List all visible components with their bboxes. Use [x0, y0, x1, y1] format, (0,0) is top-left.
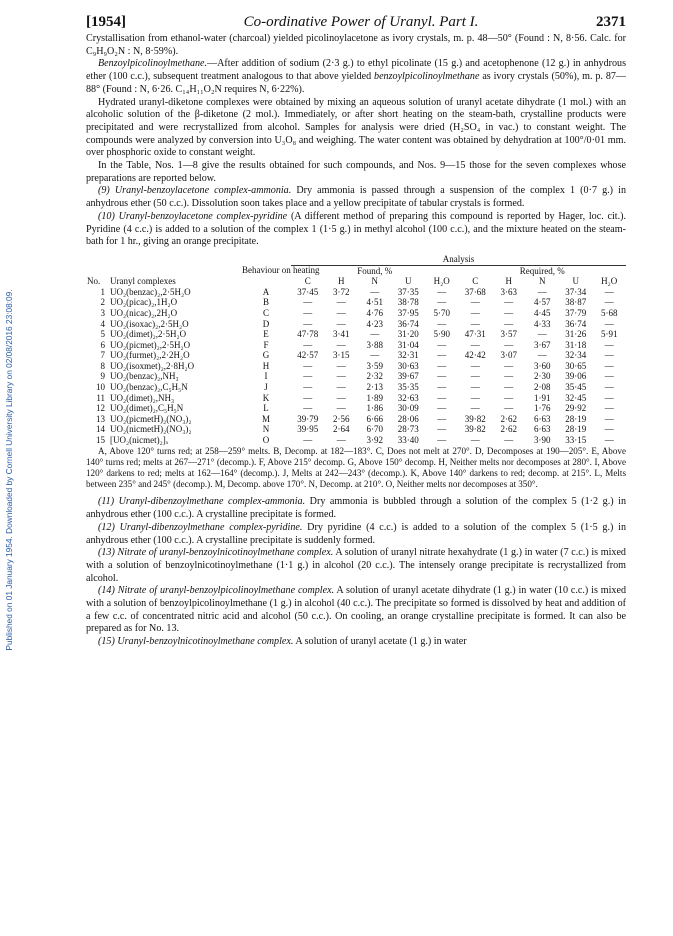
paragraph-heading: (14) Nitrate of uranyl-benzoylpicolinoylmethane complex.: [98, 585, 335, 597]
found-value: 3·41: [333, 329, 350, 340]
table-body: [86, 287, 626, 446]
found-value: —: [336, 297, 346, 308]
found-value: —: [336, 435, 346, 446]
table-row: [86, 371, 626, 382]
found-value: 47·78: [297, 329, 319, 340]
found-value: 42·57: [297, 350, 319, 361]
found-value: 6·70: [366, 424, 383, 435]
complex-formula: UO₂(picmetH)₂(NO₃)₂: [110, 413, 192, 424]
required-value: —: [504, 339, 514, 350]
found-value: —: [437, 286, 447, 297]
found-value: —: [303, 297, 313, 308]
found-value: —: [437, 339, 447, 350]
required-value: —: [537, 329, 547, 340]
required-value: 39·06: [565, 371, 587, 382]
found-value: 30·63: [397, 360, 419, 371]
found-value: 3·92: [366, 435, 383, 446]
behaviour-code: K: [262, 392, 270, 403]
required-value: 28·19: [565, 413, 587, 424]
found-value: —: [336, 339, 346, 350]
row-number: 15: [96, 435, 105, 446]
found-value: 1·86: [366, 403, 383, 414]
paragraph-text: Dry ammonia is bubbled through a solution of the complex 5 (1·2 g.) in anhydrous ether (100 c.c.). A crystalline precipitate is formed.: [86, 496, 626, 521]
required-value: 4·45: [534, 307, 551, 318]
table-row: [86, 393, 626, 404]
side-note-text: Published on 01 January 1954. Downloaded by Cornell University Library on 02/08/2016 23:08:09.: [4, 289, 14, 651]
found-col-header: U: [405, 276, 412, 287]
found-value: —: [303, 392, 313, 403]
required-value: 36·74: [565, 318, 587, 329]
paragraph-heading: Benzoylpicolinoylmethane.: [98, 58, 208, 70]
required-value: —: [604, 382, 614, 393]
found-value: —: [303, 403, 313, 414]
required-value: —: [470, 435, 480, 446]
required-value: 1·91: [534, 392, 551, 403]
required-value: 5·91: [601, 329, 618, 340]
found-value: —: [336, 360, 346, 371]
required-value: —: [470, 307, 480, 318]
required-value: —: [537, 286, 547, 297]
complex-formula: [UO₂(nicmet)₂]ₓ: [110, 435, 169, 446]
row-number: 7: [100, 350, 105, 361]
required-value: 2·62: [500, 424, 517, 435]
required-value: 39·82: [464, 413, 486, 424]
required-value: 38·87: [565, 297, 587, 308]
row-number: 1: [100, 286, 105, 297]
required-value: 6·63: [534, 424, 551, 435]
found-value: —: [303, 360, 313, 371]
found-value: 28·06: [397, 413, 419, 424]
required-value: 37·68: [464, 286, 486, 297]
behaviour-code: D: [262, 318, 270, 329]
found-value: —: [336, 307, 346, 318]
compound-name: benzoylpicolinoylmethane: [374, 71, 480, 83]
required-value: 30·65: [565, 360, 587, 371]
required-value: 3·07: [500, 350, 517, 361]
found-value: 31·20: [397, 329, 419, 340]
found-value: 39·67: [397, 371, 419, 382]
found-value: —: [437, 392, 447, 403]
running-header: [86, 14, 626, 31]
found-header: Found, %: [291, 265, 459, 276]
paragraph-text: A solution of uranyl acetate dihydrate (1 g.) in water (10 c.c.) is mixed with a solution of benzoylpicolinoylmethane (1 g.) in alcohol (40 c.c.). The precipitate so formed is dissolved by heat and addition of a few c.c. of concentrated nitric acid and alcohol (50 c.c.). On cooling, an orange crystalline precipitate is formed. It can also be prepared as for No. 13.: [86, 585, 626, 635]
required-value: —: [604, 360, 614, 371]
found-col-header: H₂O: [433, 276, 450, 287]
analysis-table: [86, 254, 626, 491]
found-value: 2·32: [366, 371, 383, 382]
found-value: —: [303, 339, 313, 350]
required-value: —: [504, 403, 514, 414]
complex-formula: UO₂(isoxac)₂,2·5H₂O: [110, 318, 189, 329]
found-value: —: [437, 424, 447, 435]
behaviour-code: A: [262, 286, 270, 297]
required-value: 32·34: [565, 350, 587, 361]
table-row: [86, 308, 626, 319]
behaviour-header: Behaviour on heating: [242, 265, 320, 276]
required-value: 31·26: [565, 329, 587, 340]
required-value: 39·82: [464, 424, 486, 435]
required-value: 47·31: [464, 329, 486, 340]
found-value: —: [303, 435, 313, 446]
found-value: —: [303, 382, 313, 393]
paragraph-prep-11: [86, 496, 626, 521]
table-row: [86, 361, 626, 372]
found-value: —: [370, 329, 380, 340]
found-value: 39·79: [297, 413, 319, 424]
required-value: —: [504, 392, 514, 403]
table-notes: [86, 446, 626, 491]
paragraph-text: (A different method of preparing this compound is reported by Hager, loc. cit.). Pyridine (4 c.c.) is added to a solution of the complex 1 (1·5 g.) in methyl alcohol (100 c.c.), and the mixture heated on the steam-bath for 1 hr., giving an orange precipitate.: [86, 210, 626, 248]
found-value: 33·40: [397, 435, 419, 446]
no-header: No.: [87, 276, 101, 287]
required-value: 6·63: [534, 413, 551, 424]
analysis-header: Analysis: [442, 253, 475, 264]
found-value: 2·56: [333, 413, 350, 424]
found-value: 2·13: [366, 382, 383, 393]
found-col-header: C: [304, 276, 311, 287]
required-value: 37·79: [565, 307, 587, 318]
found-value: —: [437, 435, 447, 446]
required-value: 29·92: [565, 403, 587, 414]
found-value: 38·78: [397, 297, 419, 308]
required-value: 2·08: [534, 382, 551, 393]
required-value: 32·45: [565, 392, 587, 403]
complex-formula: UO₂(dimet)₂,NH₃: [110, 392, 175, 403]
table-row: [86, 297, 626, 308]
table-row: [86, 329, 626, 340]
required-value: —: [504, 297, 514, 308]
found-value: —: [370, 286, 380, 297]
complex-formula: UO₂(nicmetH)₂(NO₃)₂: [110, 424, 192, 435]
found-value: —: [336, 318, 346, 329]
behaviour-code: M: [261, 413, 270, 424]
required-col-header: C: [472, 276, 479, 287]
table-row: [86, 424, 626, 435]
found-value: —: [437, 318, 447, 329]
behaviour-code: L: [263, 403, 269, 414]
paragraph-text: A solution of uranyl acetate (1 g.) in water: [293, 636, 467, 648]
paragraph-heading: (11) Uranyl-dibenzoylmethane complex-ammonia.: [98, 496, 306, 508]
required-value: —: [604, 435, 614, 446]
found-value: 32·31: [397, 350, 419, 361]
behaviour-code: G: [262, 350, 270, 361]
header-title: Co-ordinative Power of Uranyl. Part I.: [243, 14, 479, 30]
found-value: —: [437, 297, 447, 308]
complex-formula: UO₂(benzac)₂,NH₃: [110, 371, 179, 382]
required-col-header: H: [505, 276, 512, 287]
required-value: 1·76: [534, 403, 551, 414]
paragraph-heading: (15) Uranyl-benzoylnicotinoylmethane complex.: [98, 636, 294, 648]
required-value: 5·68: [601, 307, 618, 318]
required-value: —: [604, 318, 614, 329]
found-value: 5·90: [433, 329, 450, 340]
complex-formula: UO₂(benzac)₂,2·5H₂O: [110, 286, 191, 297]
found-col-header: N: [371, 276, 378, 287]
complex-formula: UO₂(nicac)₂,2H₂O: [110, 307, 178, 318]
row-number: 9: [100, 371, 105, 382]
required-value: —: [470, 297, 480, 308]
required-value: —: [604, 392, 614, 403]
behaviour-code: J: [264, 382, 268, 393]
required-value: —: [470, 382, 480, 393]
paragraph-heading: (12) Uranyl-dibenzoylmethane complex-pyridine.: [98, 521, 303, 533]
header-page-number: 2371: [596, 14, 626, 30]
required-value: —: [470, 403, 480, 414]
behaviour-code: O: [262, 435, 270, 446]
table-row: [86, 414, 626, 425]
paragraph-text: —After addition of sodium (2·3 g.) to ethyl picolinate (15 g.) and acetophenone (12 g.) in anhydrous ether (100 c.c.), subsequent treatment analogous to that above yielded: [86, 58, 626, 83]
required-col-header: U: [572, 276, 579, 287]
found-value: —: [336, 371, 346, 382]
paragraph-table-intro: In the Table, Nos. 1—8 give the results obtained for such compounds, and Nos. 9—15 those for the seven complexes whose preparations are reported below.: [86, 160, 626, 184]
required-value: —: [470, 371, 480, 382]
found-value: 3·59: [366, 360, 383, 371]
paragraph-text: Dry pyridine (4 c.c.) is added to a solution of the complex 5 (1·5 g.) in anhydrous ether (100 c.c.). A crystalline precipitate is suddenly formed.: [86, 521, 626, 546]
found-value: 37·95: [397, 307, 419, 318]
required-value: —: [604, 339, 614, 350]
complex-formula: UO₂(picac)₂,1H₂O: [110, 297, 178, 308]
found-value: 28·73: [397, 424, 419, 435]
found-value: 31·04: [397, 339, 419, 350]
found-value: 4·23: [366, 318, 383, 329]
table-row: [86, 382, 626, 393]
paragraph-picolinoylacetone: Crystallisation from ethanol-water (charcoal) yielded picolinoylacetone as ivory crystals, m. p. 48—50° (Found : N, 8·56. Calc. for C₉H₉O₂N : N, 8·59%).: [86, 33, 626, 57]
found-value: 30·09: [397, 403, 419, 414]
found-value: —: [336, 392, 346, 403]
found-value: 35·35: [397, 382, 419, 393]
table-row: [86, 319, 626, 330]
required-value: 4·57: [534, 297, 551, 308]
table-row: [86, 350, 626, 361]
required-value: —: [537, 350, 547, 361]
required-value: 3·57: [500, 329, 517, 340]
required-value: —: [604, 403, 614, 414]
found-value: —: [336, 382, 346, 393]
required-value: —: [604, 371, 614, 382]
found-value: 37·45: [297, 286, 319, 297]
found-value: —: [336, 403, 346, 414]
complex-formula: UO₂(furmet)₂,2·2H₂O: [110, 350, 190, 361]
behaviour-code: C: [262, 307, 269, 318]
required-value: —: [504, 307, 514, 318]
required-value: —: [504, 435, 514, 446]
required-value: —: [604, 286, 614, 297]
required-value: 3·63: [500, 286, 517, 297]
required-value: 37·34: [565, 286, 587, 297]
found-value: —: [437, 360, 447, 371]
paragraph-heading: (13) Nitrate of uranyl-benzoylnicotinoylmethane complex.: [98, 547, 334, 559]
paragraph-text: as ivory crystals (50%), m. p. 87—88° (Found : N, 6·26. C₁₄H₁₁O₂N requires N, 6·22%).: [86, 71, 627, 95]
row-number: 6: [100, 339, 105, 350]
table-row: [86, 403, 626, 414]
found-value: —: [437, 403, 447, 414]
required-value: 35·45: [565, 382, 587, 393]
found-value: —: [303, 318, 313, 329]
journal-page: [86, 14, 626, 649]
header-year: [1954]: [86, 14, 126, 30]
required-value: —: [604, 424, 614, 435]
paragraph-prep-9: [86, 185, 626, 210]
complex-formula: UO₂(isoxmet)₂,2·8H₂O: [110, 360, 195, 371]
paragraph-hydrated-complexes: Hydrated uranyl-diketone complexes were obtained by mixing an aqueous solution of uranyl acetate dihydrate (1 mol.) with an alcoholic solution of the β-diketone (2 mol.). Immediately, or after short heating on the steam-bath, crystalline products were precipitated and were recrystallized from alcohol. Samples for analysis were dried (H₂SO₄ in vac.) to constant weight. The compounds were analyzed by conversion into U₃O₈ and weighing. The water content was obtained by dehydration at 100°/0·01 mm. over phosphoric oxide to constant weight.: [86, 96, 626, 159]
required-value: —: [504, 371, 514, 382]
behaviour-code: N: [262, 424, 270, 435]
row-number: 10: [96, 382, 105, 393]
row-number: 8: [100, 360, 105, 371]
row-number: 3: [100, 307, 105, 318]
found-value: 6·66: [366, 413, 383, 424]
paragraph-heading: (10) Uranyl-benzoylacetone complex-pyridine: [98, 210, 288, 222]
required-value: —: [470, 339, 480, 350]
found-value: —: [437, 413, 447, 424]
column-header-row: [86, 276, 626, 287]
row-number: 14: [96, 424, 105, 435]
required-value: —: [470, 318, 480, 329]
found-value: 32·63: [397, 392, 419, 403]
required-value: —: [470, 392, 480, 403]
behaviour-code: B: [262, 297, 269, 308]
found-value: —: [303, 371, 313, 382]
found-value: 39·95: [297, 424, 319, 435]
found-value: —: [303, 307, 313, 318]
found-col-header: H: [338, 276, 345, 287]
required-col-header: H₂O: [601, 276, 618, 287]
required-value: 3·67: [534, 339, 551, 350]
table-row: [86, 287, 626, 298]
row-number: 5: [100, 329, 105, 340]
found-value: 4·51: [366, 297, 383, 308]
row-number: 4: [100, 318, 105, 329]
found-value: 37·35: [397, 286, 419, 297]
complex-formula: UO₂(benzac)₂,C₅H₅N: [110, 382, 188, 393]
required-value: 4·33: [534, 318, 551, 329]
complex-header: Uranyl complexes: [110, 276, 176, 287]
required-value: —: [604, 350, 614, 361]
required-value: 33·15: [565, 435, 587, 446]
behaviour-code: H: [262, 360, 270, 371]
required-value: —: [504, 382, 514, 393]
behaviour-code: E: [263, 329, 269, 340]
found-value: —: [370, 350, 380, 361]
row-number: 11: [96, 392, 105, 403]
paragraph-benzoylpicolinoylmethane: [86, 58, 626, 96]
found-value: 3·88: [366, 339, 383, 350]
found-value: 5·70: [433, 307, 450, 318]
required-value: 3·90: [534, 435, 551, 446]
found-value: 2·64: [333, 424, 350, 435]
found-value: —: [437, 371, 447, 382]
required-value: —: [604, 297, 614, 308]
required-value: 3·60: [534, 360, 551, 371]
found-value: 4·76: [366, 307, 383, 318]
paragraph-prep-12: [86, 522, 626, 547]
paragraph-prep-13: [86, 547, 626, 585]
paragraph-prep-15: [86, 636, 626, 649]
found-value: —: [437, 382, 447, 393]
row-number: 13: [96, 413, 105, 424]
required-col-header: N: [539, 276, 546, 287]
found-value: 1·89: [366, 392, 383, 403]
required-value: 28·19: [565, 424, 587, 435]
required-value: —: [470, 360, 480, 371]
paragraph-prep-14: [86, 585, 626, 636]
found-value: —: [437, 350, 447, 361]
paragraph-text: Dry ammonia is passed through a suspension of the complex 1 (0·7 g.) in anhydrous ether (50 c.c.). Dissolution soon takes place and a yellow precipitate of tabular crystals is formed.: [86, 185, 626, 210]
download-side-note: [2, 175, 16, 765]
required-header: Required, %: [459, 265, 627, 276]
table-row: [86, 435, 626, 446]
table-row: [86, 340, 626, 351]
table-footnote: A, Above 120° turns red; at 258—259° melts. B, Decomp. at 182—183°. C, Does not melt at 270°. D, Decomposes at 190—205°. E, Above 140° turns red; melts at 267—271° (decomp.). F, Above 215° decomp. G, Above 150° decomp. H, Neither melts nor decomposes at 280°. I, Above 120° darkens to red; melts at 162—164° (decomp.). J, Melts at 242—243° (decomp.). K, Above 140° darkens to red; decomp. at 215°. L, Melts between 235° and 245° (decomp.). M, Decomp. above 170°. N, Decomp. at 210°. O, Neither melts nor decomposes at 350°.: [86, 445, 626, 490]
paragraph-prep-10: [86, 211, 626, 249]
complex-formula: UO₂(dimet)₂,C₅H₅N: [110, 403, 184, 414]
paragraph-text: A solution of uranyl nitrate hexahydrate (1 g.) in water (7 c.c.) is mixed with a solution of benzoylnicotinoylmethane (1·1 g.) in alcohol (20 c.c.). The intensely orange precipitate is recrystallized from alcohol.: [86, 547, 626, 584]
found-value: 3·15: [333, 350, 350, 361]
required-value: —: [604, 413, 614, 424]
required-value: 2·62: [500, 413, 517, 424]
behaviour-code: F: [263, 339, 269, 350]
behaviour-code: I: [264, 371, 268, 382]
found-value: 3·72: [333, 286, 350, 297]
complex-formula: UO₂(dimet)₂,2·5H₂O: [110, 329, 187, 340]
required-value: 2·30: [534, 371, 551, 382]
found-value: 36·74: [397, 318, 419, 329]
complex-formula: UO₂(picmet)₂,2·5H₂O: [110, 339, 191, 350]
required-value: —: [504, 318, 514, 329]
required-value: 31·18: [565, 339, 587, 350]
required-value: —: [504, 360, 514, 371]
paragraph-heading: (9) Uranyl-benzoylacetone complex-ammonia.: [98, 185, 292, 197]
row-number: 12: [96, 403, 105, 414]
required-value: 42·42: [464, 350, 486, 361]
row-number: 2: [100, 297, 105, 308]
